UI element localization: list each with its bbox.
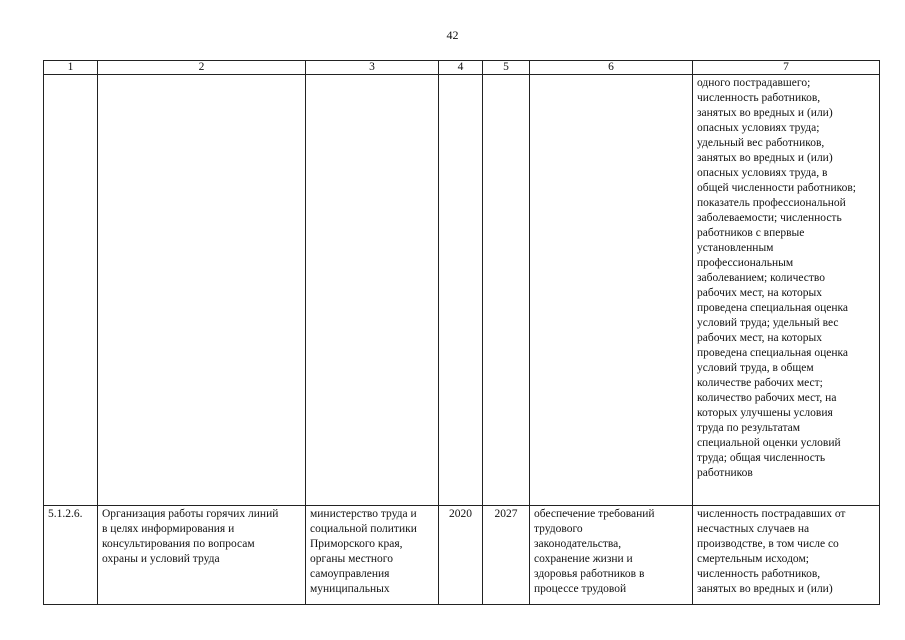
header-col-4: 4 <box>439 61 483 75</box>
table-row-5-1-2-6 <box>44 506 880 605</box>
header-col-5: 5 <box>483 61 530 75</box>
cell-start-year <box>439 75 483 506</box>
cell-end-year: 2027 <box>483 506 530 605</box>
cell-indicators: одного пострадавшего; численность работников, занятых во вредных и (или) опасных условиях труда; удельный вес работников, занятых во вредных и (или) опасных условиях труда, в общей численности работников; показатель профессиональной заболеваемости; численность работников с впервые установленным профессиональным заболеванием; количество рабочих мест, на которых проведена специальная оценка условий труда; удельный вес рабочих мест, на которых проведена специальная оценка условий труда, в общем количестве рабочих мест; количество рабочих мест, на которых улучшены условия труда по результатам специальной оценки условий труда; общая численность работников <box>693 75 880 506</box>
page-number: 42 <box>446 28 459 42</box>
cell-start-year: 2020 <box>439 506 483 605</box>
cell-number <box>44 75 98 506</box>
cell-activity: Организация работы горячих линий в целях информирования и консультирования по вопросам охраны и условий труда <box>98 506 306 605</box>
cell-result: обеспечение требований трудового законодательства, сохранение жизни и здоровья работников в процессе трудовой <box>530 506 693 605</box>
cell-executor <box>306 75 439 506</box>
table-row-continuation <box>44 75 880 506</box>
cell-indicators: численность пострадавших от несчастных случаев на производстве, в том числе со смертельным исходом; численность работников, занятых во вредных и (или) <box>693 506 880 605</box>
cell-activity <box>98 75 306 506</box>
header-col-3: 3 <box>306 61 439 75</box>
header-row <box>44 61 880 75</box>
cell-result <box>530 75 693 506</box>
header-col-6: 6 <box>530 61 693 75</box>
cell-number: 5.1.2.6. <box>44 506 98 605</box>
cell-executor: министерство труда и социальной политики Приморского края, органы местного самоуправления муниципальных <box>306 506 439 605</box>
header-col-7: 7 <box>693 61 880 75</box>
program-table <box>43 60 880 605</box>
header-col-1: 1 <box>44 61 98 75</box>
header-col-2: 2 <box>98 61 306 75</box>
cell-end-year <box>483 75 530 506</box>
